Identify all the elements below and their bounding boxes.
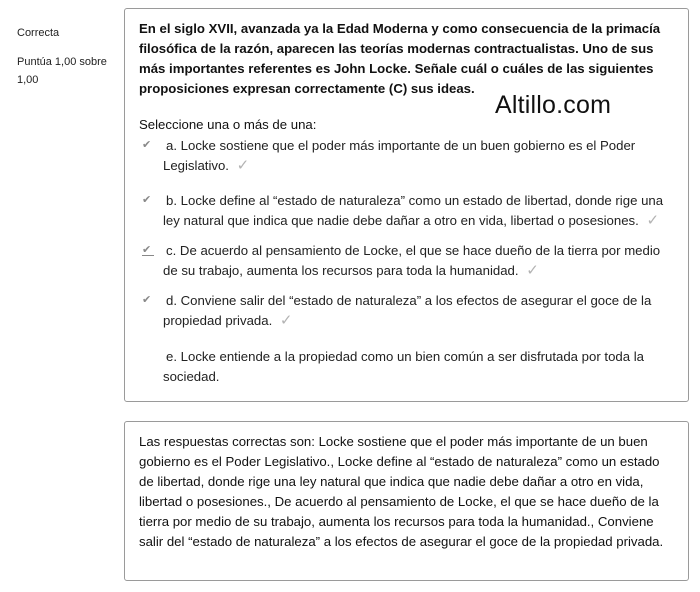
- question-text: En el siglo XVII, avanzada ya la Edad Moderna y como consecuencia de la primacía filosófica de la razón, aparecen las teorías modernas contractualistas. Uno de sus más importantes referentes es John Locke. Señale cuál o cuáles de las siguientes proposiciones expresan correctamente (C) sus ideas.: [139, 21, 661, 96]
- grade-line-1: Puntúa 1,00 sobre: [17, 56, 107, 68]
- correct-tick-icon: ✓: [646, 212, 660, 229]
- option-b[interactable]: [139, 191, 674, 231]
- checkbox-unchecked-icon[interactable]: [142, 348, 154, 364]
- correct-tick-icon: ✓: [279, 312, 293, 329]
- checkbox-checked-icon[interactable]: ✔: [142, 242, 154, 256]
- question-box: [124, 8, 689, 402]
- watermark-logo: Altillo.com: [495, 91, 612, 119]
- option-a[interactable]: [139, 136, 674, 176]
- correct-tick-icon: ✓: [526, 262, 539, 279]
- option-e[interactable]: [139, 347, 674, 387]
- checkbox-checked-icon[interactable]: ✔: [142, 139, 152, 151]
- question-info: [17, 27, 117, 89]
- correct-answers-text: Las respuestas correctas son: Locke sostiene que el poder más importante de un buen gobierno es el Poder Legislativo., Locke define al “estado de naturaleza” como un estado de libertad, donde rige una ley natural que indica que nadie debe dañar a otro en vida, libertad o posesiones., De acuerdo al pensamiento de Locke, el que se hace dueño de la tierra por medio de su trabajo, aumenta los recursos para toda la humanidad., Conviene salir del “estado de naturaleza” a los efectos de asegurar el goce de la propiedad privada.: [139, 434, 664, 549]
- option-label: a. Locke sostiene que el poder más importante de un buen gobierno es el Poder Legislativo.: [163, 138, 636, 173]
- checkbox-checked-icon[interactable]: ✔: [142, 194, 152, 206]
- option-label: c. De acuerdo al pensamiento de Locke, el que se hace dueño de la tierra por medio de su trabajo, aumenta los recursos para toda la humanidad.: [163, 243, 661, 278]
- feedback-box: [124, 421, 689, 581]
- option-c[interactable]: [139, 241, 674, 281]
- option-label: d. Conviene salir del “estado de naturaleza” a los efectos de asegurar el goce de la propiedad privada.: [163, 293, 652, 328]
- grade-line-2: 1,00: [17, 74, 39, 86]
- question-status: Correcta: [17, 27, 60, 39]
- option-label: b. Locke define al “estado de naturaleza” como un estado de libertad, donde rige una ley natural que indica que nadie debe dañar a otro en vida, libertad o posesiones.: [163, 193, 664, 228]
- correct-tick-icon: ✓: [236, 157, 250, 174]
- option-label: e. Locke entiende a la propiedad como un bien común a ser disfrutada por toda la sociedad.: [163, 349, 644, 384]
- question-grade: [17, 53, 117, 89]
- checkbox-checked-icon[interactable]: ✔: [142, 294, 152, 306]
- answer-prompt: Seleccione una o más de una:: [139, 117, 317, 132]
- option-d[interactable]: [139, 291, 674, 331]
